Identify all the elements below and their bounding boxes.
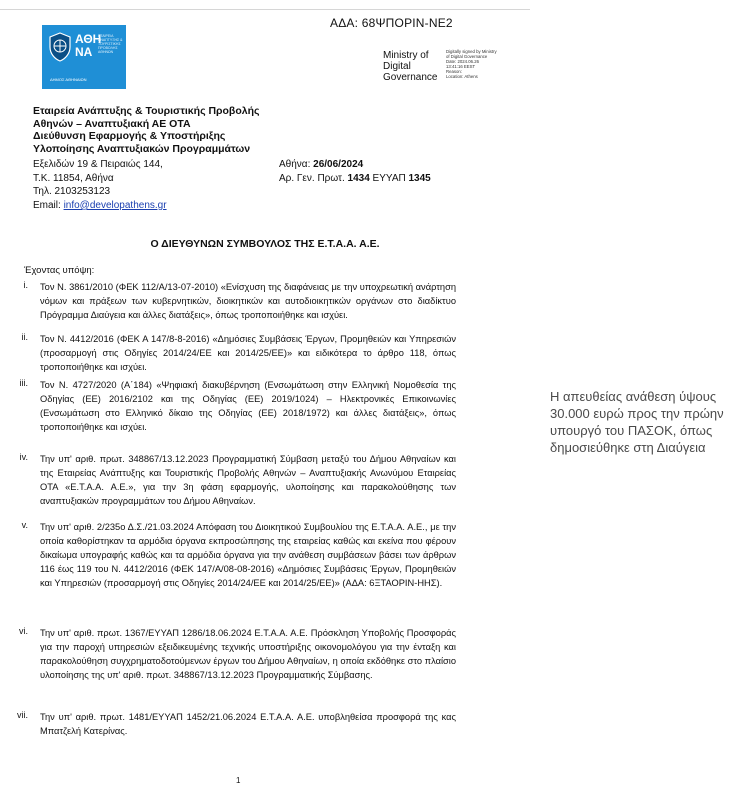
list-item-number: i. xyxy=(23,280,28,290)
organization-logo xyxy=(42,25,126,89)
address-phone: Τηλ. 2103253123 xyxy=(33,186,111,198)
organization-line: Διεύθυνση Εφαρμογής & Υποστήριξης xyxy=(33,130,226,143)
organization-line: Υλοποίησης Αναπτυξιακών Προγραμμάτων xyxy=(33,142,251,155)
email-label: Email: xyxy=(33,199,64,211)
list-item-number: iv. xyxy=(19,452,28,462)
list-item-number: ii. xyxy=(21,332,28,342)
list-item-text: Τον Ν. 4727/2020 (Α΄184) «Ψηφιακή διακυβέρνηση (Ενσωμάτωση στην Ελληνική Νομοθεσία της Οδηγίας (ΕΕ) 2016/2102 και της Οδηγίας (ΕΕ) 2019/1024) – Ηλεκτρονικές Επικοινωνίες (Ενσωμάτωση στο Ελληνικό δίκαιο της Οδηγίας (ΕΕ) 2018/1972) και άλλες διατάξεις», όπως τροποποιήθηκε και ισχύει. xyxy=(40,380,456,433)
digital-signature-details xyxy=(446,49,526,79)
signing-authority-line: Governance xyxy=(383,72,438,83)
document-title: Ο ΔΙΕΥΘΥΝΩΝ ΣΥΜΒΟΥΛΟΣ ΤΗΣ Ε.Τ.Α.Α. Α.Ε. xyxy=(150,238,380,250)
signing-authority-line: Digital xyxy=(383,61,411,72)
organization-header xyxy=(33,105,259,155)
dept-label: ΕΥΥΑΠ xyxy=(369,172,409,184)
ada-code: ΑΔΑ: 68ΨΠΟΡΙΝ-ΝΕ2 xyxy=(330,16,453,30)
signature-detail-line: of Digital Governance xyxy=(446,54,488,59)
page-number: 1 xyxy=(236,776,241,785)
list-item-text: Τον Ν. 4412/2016 (ΦΕΚ Α 147/8-8-2016) «Δημόσιες Συμβάσεις Έργων, Προμηθειών και Υπηρεσιών (προσαρμογή στις Οδηγίες 2014/24/ΕΕ και 2014/25/ΕΕ)» και ειδικότερα το άρθρο 118, όπως τροποποιήθηκε και ισχύει. xyxy=(40,334,456,373)
document-intro: Έχοντας υπόψη: xyxy=(24,265,95,276)
date-label: Αθήνα: xyxy=(279,159,314,170)
page-top-border xyxy=(0,9,530,10)
list-item-text: Την υπ' αριθ. πρωτ. 348867/13.12.2023 Προγραμματική Σύμβαση μεταξύ του Δήμου Αθηναίων και της Εταιρείας Ανάπτυξης και Τουριστικής Προβολής Αθηνών – Αναπτυξιακής Ανωνύμου Εταιρείας ΟΤΑ «Ε.Τ.Α.Α. Α.Ε.», για την 3η φάση εφαρμογής, υλοποίησης και παρακολούθησης των αναπτυξιακών προγραμμάτων του Δήμου Αθηναίων. xyxy=(40,454,456,507)
protocol-number xyxy=(279,172,431,186)
date-value: 26/06/2024 xyxy=(313,159,364,170)
list-item-number: vii. xyxy=(17,710,28,720)
signing-authority-line: Ministry of xyxy=(383,50,429,61)
signature-detail-line: Digitally signed by Ministry xyxy=(446,49,497,54)
logo-subtitle: ΔΗΜΟΣ ΑΘΗΝΑΙΩΝ xyxy=(50,77,87,82)
signature-detail-line: Date: 2024.06.26 xyxy=(446,59,479,64)
list-item-text: Τον Ν. 3861/2010 (ΦΕΚ 112/Α/13-07-2010) «Ενίσχυση της διαφάνειας με την υποχρεωτική ανάρτηση νόμων και πράξεων των κυβερνητικών, διοικητικών και αυτοδιοικητικών οργάνων στο διαδίκτυο Πρόγραμμα Διαύγεια και άλλες διατάξεις», όπως τροποποιήθηκε και ισχύει. xyxy=(40,282,456,321)
dept-value: 1345 xyxy=(408,172,431,184)
list-item-text: Την υπ' αριθ. πρωτ. 1367/ΕΥΥΑΠ 1286/18.06.2024 Ε.Τ.Α.Α. Α.Ε. Πρόσκληση Υποβολής Προσφοράς για την παροχή υπηρεσιών εξειδικευμένης τεχνικής υποστήριξης οικονομολόγου για την ένταξη και παρακολούθηση συγχρηματοδοτούμενων έργων του Δήμου Αθηναίων, η οποία εκδόθηκε στο πλαίσιο υλοποίησης της υπ' αριθ. πρωτ. 348867/13.12.2023 Προγραμματικής Σύμβασης. xyxy=(40,628,456,681)
logo-wordmark-line-2: ΝΑ xyxy=(75,45,93,59)
signature-detail-line: Location: Athens xyxy=(446,74,478,79)
city-seal-icon xyxy=(48,32,72,62)
list-item-text: Την υπ' αριθ. 2/235ο Δ.Σ./21.03.2024 Απόφαση του Διοικητικού Συμβουλίου της Ε.Τ.Α.Α. Α.Ε., με την οποία καθορίστηκαν τα αρμόδια όργανα εκπροσώπησης της εταιρείας καθώς και εκείνα που φέρουν δικαίωμα υπογραφής καθώς και τα αρμόδια όργανα για την ανάθεση συμβάσεων βάσει των άρθρων 116 έως 119 του Ν. 4412/2016 (ΦΕΚ 147/Α/08-08-2016) «Δημόσιες Συμβάσεις Έργων, Προμηθειών και Υπηρεσιών (προσαρμογή στις Οδηγίες 2014/24/ΕΕ και 2014/25/ΕΕ)» (ΑΔΑ: 6ΞΤΑΟΡΙΝ-ΗΗΣ). xyxy=(40,522,456,589)
signing-authority xyxy=(383,50,437,83)
address-email-row xyxy=(33,199,167,213)
address-postal: Τ.Κ. 11854, Αθήνα xyxy=(33,172,114,184)
document-date xyxy=(279,158,431,172)
list-item-text: Την υπ' αριθ. πρωτ. 1481/ΕΥΥΑΠ 1452/21.06.2024 Ε.Τ.Α.Α. Α.Ε. υποβληθείσα προσφορά της κας Μπατζελή Κατερίνας. xyxy=(40,712,456,737)
list-item-number: vi. xyxy=(19,626,28,636)
email-link[interactable]: info@developathens.gr xyxy=(63,199,167,211)
signature-detail-line: 13:41:16 EEST xyxy=(446,64,476,69)
protocol-label: Αρ. Γεν. Πρωτ. xyxy=(279,172,348,184)
signature-detail-line: Reason: xyxy=(446,69,463,74)
image-caption: Η απευθείας ανάθεση ύψους 30.000 ευρώ προς την πρώην υπουργό του ΠΑΣΟΚ, όπως δημοσιεύθηκε στη Διαύγεια xyxy=(550,389,724,455)
contact-address xyxy=(33,158,167,212)
logo-wordmark-line-1: ΑΘΗ xyxy=(75,32,102,46)
protocol-value: 1434 xyxy=(347,172,370,184)
list-item-number: iii. xyxy=(19,378,28,388)
organization-line: Αθηνών – Αναπτυξιακή ΑΕ ΟΤΑ xyxy=(33,117,191,130)
address-street: Εξελιδών 19 & Πειραιώς 144, xyxy=(33,159,163,170)
logo-tagline: ΕΤΑΙΡΕΙΑ ΑΝΑΠΤΥΞΗΣ & ΤΟΥΡΙΣΤΙΚΗΣ ΠΡΟΒΟΛΗΣ ΑΘΗΝΩΝ xyxy=(98,34,123,54)
list-item-number: v. xyxy=(21,520,28,530)
organization-line: Εταιρεία Ανάπτυξης & Τουριστικής Προβολής xyxy=(33,105,260,117)
date-protocol-block xyxy=(279,158,431,185)
